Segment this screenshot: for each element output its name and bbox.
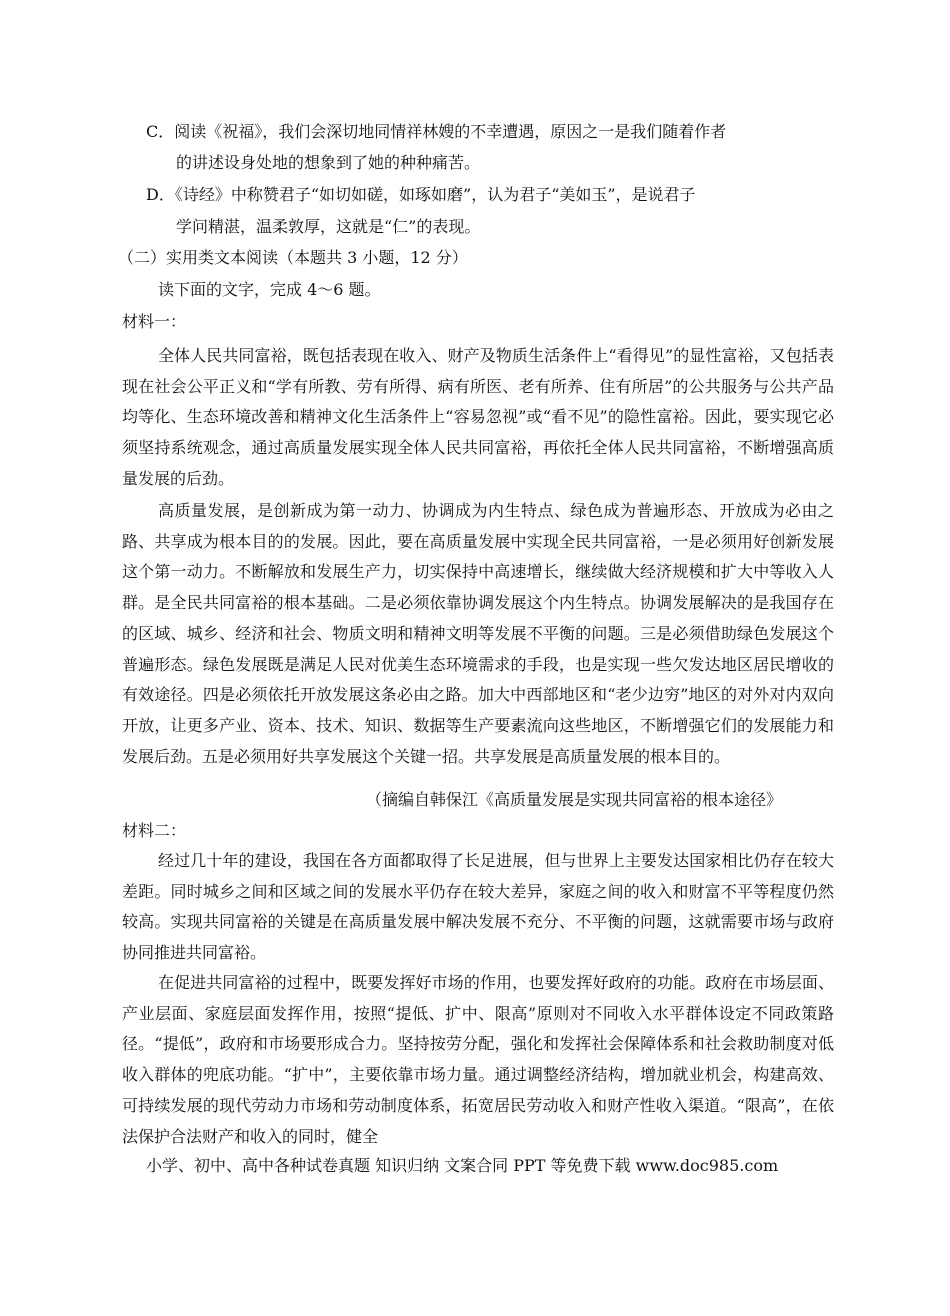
material-1-paragraph-2: 高质量发展，是创新成为第一动力、协调成为内生特点、绿色成为普遍形态、开放成为必由之路、共享成为根本目的的发展。因此，要在高质量发展中实现全民共同富裕，一是必须用好创新发展这个第一动力。不断解放和发展生产力，切实保持中高速增长，继续做大经济规模和扩大中等收入人群。是全民共同富裕的根本基础。二是必须依靠协调发展这个内生特点。协调发展解决的是我国存在的区域、城乡、经济和社会、物质文明和精神文明等发展不平衡的问题。三是必须借助绿色发展这个普遍形态。绿色发展既是满足人民对优美生态环境需求的手段，也是实现一些欠发达地区居民增收的有效途径。四是必须依托开放发展这条必由之路。加大中西部地区和“老少边穷”地区的对外对内双向开放，让更多产业、资本、技术、知识、数据等生产要素流向这些地区，不断增强它们的发展能力和发展后劲。五是必须用好共享发展这个关键一招。共享发展是高质量发展的根本目的。 bbox=[122, 501, 834, 766]
option-c-line-1: C．阅读《祝福》，我们会深切地同情祥林嫂的不幸遭遇，原因之一是我们随着作者 bbox=[146, 122, 727, 141]
material-1-paragraph-1: 全体人民共同富裕，既包括表现在收入、财产及物质生活条件上“看得见”的显性富裕，又包括表现在社会公平正义和“学有所教、劳有所得、病有所医、老有所养、住有所居”的公共服务与公共产品均等化、生态环境改善和精神文化生活条件上“容易忽视”或“看不见”的隐性富裕。因此，要实现它必须坚持系统观念，通过高质量发展实现全体人民共同富裕，再依托全体人民共同富裕，不断增强高质量发展的后劲。 bbox=[122, 346, 834, 488]
option-c-line-2: 的讲述设身处地的想象到了她的种种痛苦。 bbox=[176, 153, 481, 172]
material-2-paragraph-2: 在促进共同富裕的过程中，既要发挥好市场的作用，也要发挥好政府的功能。政府在市场层面、产业层面、家庭层面发挥作用，按照“提低、扩中、限高”原则对不同收入水平群体设定不同政策路径。“提低”，政府和市场要形成合力。坚持按劳分配，强化和发挥社会保障体系和社会救助制度对低收入群体的兜底功能。“扩中”，主要依靠市场力量。通过调整经济结构，增加就业机会，构建高效、可持续发展的现代劳动力市场和劳动制度体系，拓宽居民劳动收入和财产性收入渠道。“限高”，在依法保护合法财产和收入的同时，健全 bbox=[122, 973, 834, 1146]
material-1-label: 材料一： bbox=[122, 312, 187, 331]
section-heading: （二）实用类文本阅读（本题共 3 小题，12 分） bbox=[118, 248, 468, 267]
instruction: 读下面的文字，完成 4～6 题。 bbox=[158, 280, 381, 299]
option-d-line-1: D．《诗经》中称赞君子“如切如磋，如琢如磨”，认为君子“美如玉”，是说君子 bbox=[146, 185, 696, 204]
material-2-paragraph-1: 经过几十年的建设，我国在各方面都取得了长足进展，但与世界上主要发达国家相比仍存在较大差距。同时城乡之间和区域之间的发展水平仍存在较大差异，家庭之间的收入和财富不平等程度仍然较高。实现共同富裕的关键是在高质量发展中解决发展不充分、不平衡的问题，这就需要市场与政府协同推进共同富裕。 bbox=[122, 851, 834, 963]
option-d-line-2: 学问精湛，温柔敦厚，这就是“仁”的表现。 bbox=[176, 217, 481, 236]
material-1-source: （摘编自韩保江《高质量发展是实现共同富裕的根本途径》 bbox=[366, 790, 783, 809]
footer-note: 小学、初中、高中各种试卷真题 知识归纳 文案合同 PPT 等免费下载 www.doc985.com bbox=[146, 1156, 779, 1175]
material-2-label: 材料二： bbox=[122, 821, 187, 840]
